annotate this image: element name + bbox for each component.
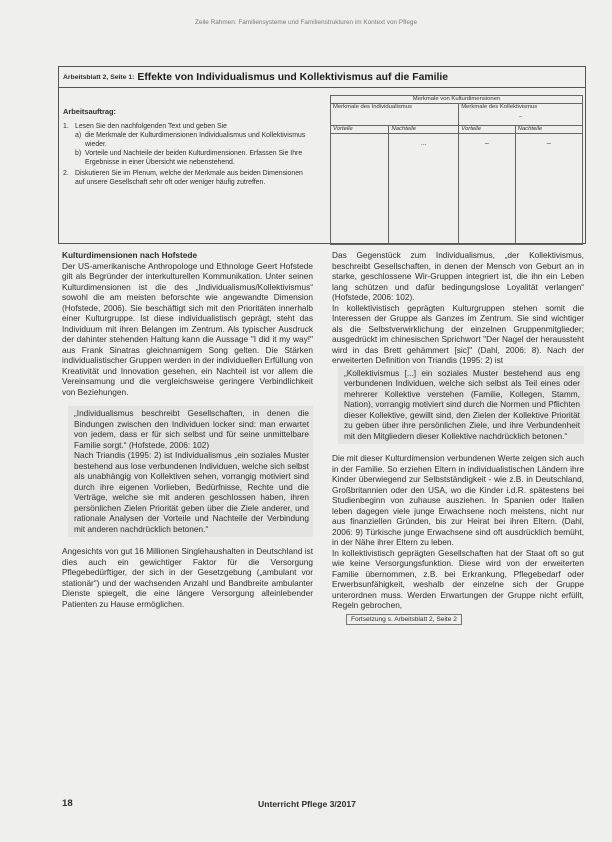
task-number: 1. (63, 123, 69, 131)
table-group-collectivism (459, 104, 583, 126)
article-paragraph: Angesichts von gut 16 Millionen Singlehaushalten in Deutschland ist dies auch ein gewichtiger Faktor für die Versorgung Pflegebedürftiger, der sich in der Gesetzgebung („ambulant vor stationär“) und der wachsenden Anzahl und Bandbreite ambulanter Dienste spiegelt, die eine längere Versorgung alleinlebender Patienten zu Hause ermöglichen. (62, 546, 313, 609)
table-group-label: Merkmale des Kollektivismus (461, 104, 538, 110)
subtask-item (75, 131, 306, 149)
worksheet-title: Effekte von Individualismus und Kollektivismus auf die Familie (137, 71, 449, 83)
quote-block (68, 406, 313, 537)
running-header: Zeile Rahmen: Familiensysteme und Familienstrukturen im Kontext von Pflege (195, 19, 417, 26)
table-column-header: Vorteile (459, 126, 515, 134)
worksheet-label: Arbeitsblatt 2, Seite 1: (63, 73, 135, 81)
result-table (330, 95, 583, 245)
quote-paragraph: „Kollektivismus [...] ein soziales Muster bestehend aus eng verbundenen Individuen, welche sich selbst als Teil eines oder mehrerer Kollektive verstehen (Familie, Kollegen, Stamm, Nation), vorrangig motiviert sind durch die Normen und Pflichten dieser Kollektive, gewillt sind, den Zielen der Kollektive Priorität zu geben über ihre persönlichen Ziele, und ihre Verbundenheit mit den Mitgliedern dieser Kollektive nachdrücklich betonen.“ (344, 367, 580, 441)
article-column-right (332, 250, 584, 625)
article-column-left (62, 250, 313, 609)
section-heading: Kulturdimensionen nach Hofstede (62, 250, 198, 260)
task-heading: Arbeitsauftrag: (63, 107, 116, 116)
table-column-header: Vorteile (331, 126, 389, 134)
task-item (63, 169, 306, 187)
article-paragraph: In kollektivistisch geprägten Gesellschaften hat der Staat oft so gut wie keine Versorgungsfunktion. Diese wird von der erweiterten Familie übernommen, z.B. bei Erkrankung, Pflegebedarf oder Erwerbsunfähigkeit, weshalb der einzelne sich der Gruppe unterordnen muss. Werden Erwartungen der Gruppe nicht erfüllt, Regeln gebrochen, (332, 547, 584, 610)
worksheet-box (58, 66, 586, 244)
table-column-header: Nachteile (515, 126, 582, 134)
task-text: Diskutieren Sie im Plenum, welche der Merkmale aus beiden Dimensionen auf unsere Gesellschaft sehr oft oder weniger häufig zutreffen. (75, 169, 303, 186)
task-body (75, 122, 306, 167)
table-group-label: Merkmale des Individualismus (333, 104, 412, 110)
table-cell: – (459, 134, 515, 245)
article-paragraph: Das Gegenstück zum Individualismus, „der Kollektivismus, beschreibt Gesellschaften, in denen der Mensch von Geburt an in starke, geschlossene Wir-Gruppen integriert ist, die ihn ein Leben lang schützen und dafür bedingungslose Loyalität verlangen“ (Hofstede, 2006: 102). (332, 250, 584, 302)
article-paragraph: Der US-amerikanische Anthropologe und Ethnologe Geert Hofstede gilt als Begründer der interkulturellen Kommunikation. Unter seinen Kulturdimensionen ist die des „Individualismus/Kollektivismus“ sowohl die am meisten beforschte wie angewandte Dimension (Hofstede, 2006). Sie beschäftigt sich mit den Prioritäten innerhalb einer Kulturgruppe. Ist diese individualistisch geprägt, steht das Individuum mit ihren Belangen im Zentrum. Als typischer Ausdruck der dahinter stehenden Haltung kann die Aussage "I did it my way!" aus Frank Sinatras gleichnamigem Song gelten. Die Stärken individualistischer Gruppen werden in der individuellen Erfüllung von Kreativität und Innovation gesehen, ein Nachteil ist vor allem die Vereinsamung und die vergleichsweise geringere Verbindlichkeit von Beziehungen. (62, 260, 313, 397)
table-group-individualism (331, 104, 459, 126)
table-row (331, 134, 583, 245)
subtask-mark: a) (75, 132, 82, 140)
table-title-row (331, 96, 583, 104)
subtask-text: Vorteile und Nachteile der beiden Kulturdimensionen. Erfassen Sie Ihre Ergebnisse in einer Übersicht wie nebenstehend. (85, 150, 303, 167)
quote-paragraph: Nach Triandis (1995: 2) ist Individualismus „ein soziales Muster bestehend aus lose verbundenen Individuen, welche sich selbst als unabhängig von Kollektiven sehen, vorrangig motiviert sind durch ihre eigenen Vorlieben, Bedürfnisse, Rechte und die Verträge, welche sie mit anderen geschlossen haben, ihren persönlichen Zielen Priorität geben über die Ziele anderer, und rationale Analysen der Vorteile und Nachteile der Verbindung mit anderen nachdrücklich betonen.“ (74, 450, 309, 534)
task-number: 2. (63, 169, 69, 177)
table-group-note: – (518, 114, 523, 120)
quote-block (338, 366, 584, 445)
page-number: 18 (62, 798, 73, 809)
table-cell: – (515, 134, 582, 245)
table-column-header: Nachteile (389, 126, 459, 134)
table-title: Merkmale von Kulturdimensionen (331, 96, 583, 104)
task-text: Lesen Sie den nachfolgenden Text und geben Sie (75, 123, 227, 131)
task-item (63, 122, 306, 167)
continuation-note: Fortsetzung s. Arbeitsblatt 2, Seite 2 (346, 614, 462, 625)
subtask-text: die Merkmale der Kulturdimensionen Individualismus und Kollektivismus wieder. (85, 132, 306, 149)
worksheet-title-bar (59, 67, 585, 88)
article-paragraph: Die mit dieser Kulturdimension verbundenen Werte zeigen sich auch in der Familie. So erziehen Eltern in individualistischen Ländern ihre Kinder überwiegend zur Selbstständigkeit - wie z.B. in Deutschland, Großbritannien oder den USA, wo die Kinder i.d.R. spätestens bei Studienbeginn von zuhause ausziehen. In Spanien oder Italien leben dagegen viele junge Erwachsene noch meistens, nicht nur aus finanziellen Gründen, bis zur Heirat bei ihren Eltern. (Dahl, 2006: 9) Türkische junge Erwachsene sind oft ausdrücklich bemüht, in der Nähe ihrer Eltern zu leben. (332, 453, 584, 547)
magazine-issue: Unterricht Pflege 3/2017 (258, 799, 356, 809)
paragraph-gap (62, 397, 313, 406)
table-group-row (331, 104, 583, 126)
table-cell (331, 134, 389, 245)
subtask-item (75, 149, 306, 167)
paragraph-gap (332, 444, 584, 453)
table-cell: ... (389, 134, 459, 245)
task-list (63, 107, 306, 188)
quote-paragraph: „Individualismus beschreibt Gesellschaften, in denen die Bindungen zwischen den Individuen locker sind: man erwartet von jedem, dass er für sich selbst und für seine unmittelbare Familie sorgt.“ (Hofstede, 2006: 102) (74, 408, 309, 450)
table-column-row (331, 126, 583, 134)
subtask-mark: b) (75, 150, 82, 158)
paragraph-gap (62, 537, 313, 546)
article-paragraph: In kollektivistisch geprägten Kulturgruppen stehen somit die Interessen der Gruppe als Ganzes im Zentrum. Sie sind wichtiger als die Selbstverwirklichung der einzelnen Gruppenmitglieder; ausgedrückt im chinesischen Sprichwort "Der Nagel der heraussteht wird in das Brett gehämmert [sic]" (Dahl, 2006: 8). Nach der erweiterten Definition von Triandis (1995: 2) ist (332, 302, 584, 365)
